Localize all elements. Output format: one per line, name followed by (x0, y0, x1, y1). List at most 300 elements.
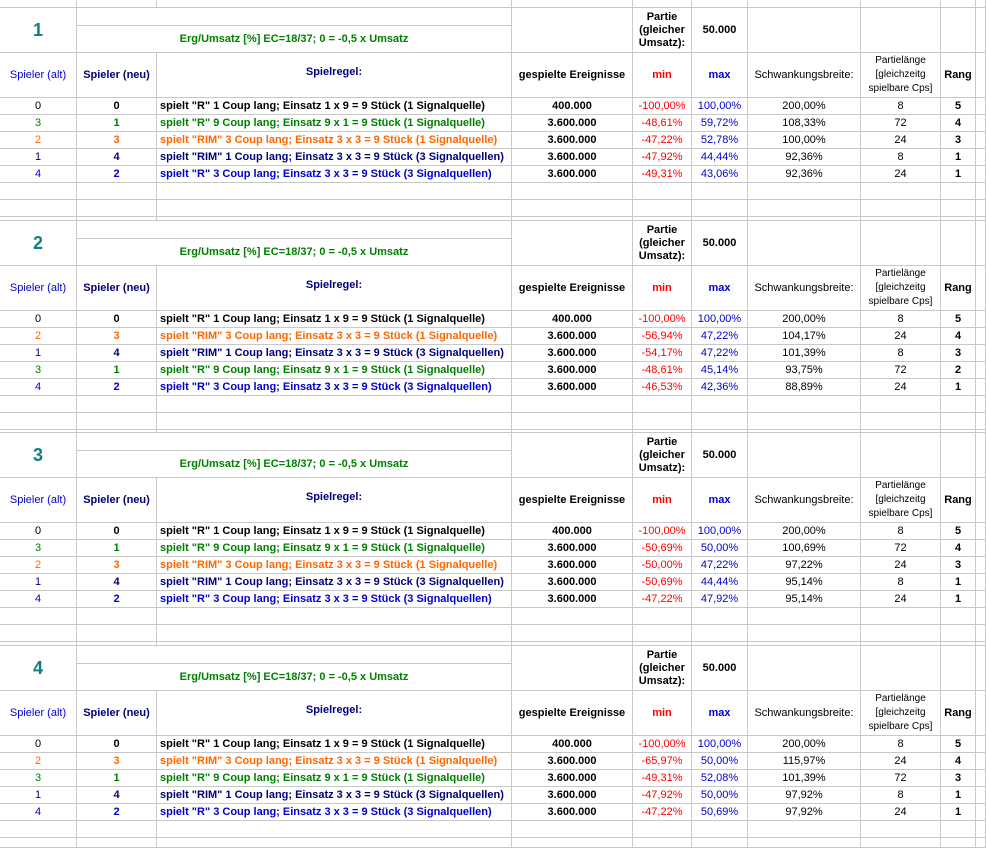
col-header-ereignisse[interactable]: gespielte Ereignisse (512, 478, 633, 523)
cell-min[interactable]: -47,22% (633, 132, 692, 149)
empty-cell[interactable] (861, 646, 941, 691)
cell-ereignisse[interactable]: 3.600.000 (512, 149, 633, 166)
empty-cell[interactable] (976, 362, 986, 379)
empty-cell[interactable] (976, 646, 986, 691)
empty-cell[interactable] (941, 221, 976, 266)
cell-schwankung[interactable]: 92,36% (748, 166, 861, 183)
cell-partielaenge[interactable]: 8 (861, 98, 941, 115)
empty-cell[interactable] (976, 166, 986, 183)
cell-ereignisse[interactable]: 3.600.000 (512, 379, 633, 396)
cell-max[interactable]: 59,72% (692, 115, 748, 132)
cell-spielregel[interactable]: spielt "R" 3 Coup lang; Einsatz 3 x 3 = 9 Stück (3 Signalquellen) (157, 804, 512, 821)
col-header-regel[interactable]: Spielregel: (157, 478, 512, 523)
cell-schwankung[interactable]: 97,92% (748, 804, 861, 821)
cell-max[interactable]: 50,69% (692, 804, 748, 821)
empty-cell[interactable] (861, 8, 941, 53)
partie-value[interactable]: 50.000 (692, 8, 748, 53)
cell-rang[interactable]: 3 (941, 345, 976, 362)
cell-schwankung[interactable]: 100,69% (748, 540, 861, 557)
empty-cell[interactable] (512, 221, 633, 266)
cell-spielregel[interactable]: spielt "R" 3 Coup lang; Einsatz 3 x 3 = 9 Stück (3 Signalquellen) (157, 166, 512, 183)
cell-spielregel[interactable]: spielt "RIM" 1 Coup lang; Einsatz 3 x 3 = 9 Stück (3 Signalquellen) (157, 149, 512, 166)
cell-ereignisse[interactable]: 3.600.000 (512, 753, 633, 770)
col-header-alt[interactable]: Spieler (alt) (0, 691, 77, 736)
cell-schwankung[interactable]: 200,00% (748, 523, 861, 540)
cell-min[interactable]: -50,69% (633, 574, 692, 591)
cell-spieler-neu[interactable]: 3 (77, 132, 157, 149)
empty-cell[interactable] (0, 821, 77, 838)
cell-rang[interactable]: 3 (941, 132, 976, 149)
cell-rang[interactable]: 5 (941, 98, 976, 115)
cell-spieler-alt[interactable]: 3 (0, 770, 77, 787)
cell-schwankung[interactable]: 200,00% (748, 736, 861, 753)
col-header-schwankung[interactable]: Schwankungsbreite: (748, 53, 861, 98)
cell-partielaenge[interactable]: 8 (861, 787, 941, 804)
col-header-max[interactable]: max (692, 266, 748, 311)
cell-max[interactable]: 47,22% (692, 557, 748, 574)
cell-spieler-alt[interactable]: 2 (0, 753, 77, 770)
cell-spieler-alt[interactable]: 2 (0, 328, 77, 345)
empty-cell[interactable] (77, 646, 512, 664)
cell-spieler-neu[interactable]: 3 (77, 557, 157, 574)
cell-min[interactable]: -100,00% (633, 523, 692, 540)
partie-value[interactable]: 50.000 (692, 433, 748, 478)
cell-spieler-alt[interactable]: 0 (0, 98, 77, 115)
empty-cell[interactable] (976, 736, 986, 753)
col-header-regel[interactable]: Spielregel: (157, 53, 512, 98)
empty-cell[interactable] (692, 0, 748, 8)
empty-cell[interactable] (748, 838, 861, 848)
cell-spieler-alt[interactable]: 3 (0, 362, 77, 379)
cell-min[interactable]: -47,22% (633, 591, 692, 608)
col-header-rang[interactable]: Rang (941, 691, 976, 736)
empty-cell[interactable] (976, 433, 986, 478)
empty-cell[interactable] (77, 821, 157, 838)
empty-cell[interactable] (976, 115, 986, 132)
cell-spieler-alt[interactable]: 3 (0, 540, 77, 557)
empty-cell[interactable] (941, 413, 976, 430)
cell-rang[interactable]: 4 (941, 328, 976, 345)
empty-cell[interactable] (692, 200, 748, 217)
cell-min[interactable]: -56,94% (633, 328, 692, 345)
col-header-min[interactable]: min (633, 53, 692, 98)
cell-partielaenge[interactable]: 8 (861, 311, 941, 328)
empty-cell[interactable] (512, 646, 633, 691)
empty-cell[interactable] (976, 266, 986, 311)
empty-cell[interactable] (692, 625, 748, 642)
cell-ereignisse[interactable]: 3.600.000 (512, 132, 633, 149)
cell-max[interactable]: 44,44% (692, 574, 748, 591)
cell-min[interactable]: -49,31% (633, 166, 692, 183)
partie-label[interactable]: Partie (gleicher Umsatz): (633, 433, 692, 478)
empty-cell[interactable] (976, 396, 986, 413)
empty-cell[interactable] (976, 523, 986, 540)
cell-spieler-neu[interactable]: 2 (77, 379, 157, 396)
cell-spieler-alt[interactable]: 1 (0, 149, 77, 166)
cell-spieler-alt[interactable]: 4 (0, 591, 77, 608)
empty-cell[interactable] (941, 200, 976, 217)
cell-schwankung[interactable]: 88,89% (748, 379, 861, 396)
cell-rang[interactable]: 5 (941, 736, 976, 753)
empty-cell[interactable] (512, 8, 633, 53)
erg-umsatz-label[interactable]: Erg/Umsatz [%] EC=18/37; 0 = -0,5 x Umsatz (77, 239, 512, 266)
cell-min[interactable]: -100,00% (633, 736, 692, 753)
empty-cell[interactable] (692, 821, 748, 838)
cell-schwankung[interactable]: 200,00% (748, 98, 861, 115)
empty-cell[interactable] (512, 821, 633, 838)
cell-min[interactable]: -100,00% (633, 311, 692, 328)
cell-min[interactable]: -54,17% (633, 345, 692, 362)
empty-cell[interactable] (157, 183, 512, 200)
empty-cell[interactable] (692, 183, 748, 200)
cell-rang[interactable]: 1 (941, 787, 976, 804)
cell-ereignisse[interactable]: 3.600.000 (512, 770, 633, 787)
col-header-rang[interactable]: Rang (941, 53, 976, 98)
cell-spieler-alt[interactable]: 3 (0, 115, 77, 132)
empty-cell[interactable] (976, 379, 986, 396)
empty-cell[interactable] (976, 787, 986, 804)
empty-cell[interactable] (976, 149, 986, 166)
cell-spielregel[interactable]: spielt "RIM" 3 Coup lang; Einsatz 3 x 3 = 9 Stück (1 Signalquelle) (157, 753, 512, 770)
empty-cell[interactable] (0, 396, 77, 413)
cell-schwankung[interactable]: 97,22% (748, 557, 861, 574)
cell-spielregel[interactable]: spielt "R" 1 Coup lang; Einsatz 1 x 9 = 9 Stück (1 Signalquelle) (157, 98, 512, 115)
cell-partielaenge[interactable]: 8 (861, 149, 941, 166)
cell-partielaenge[interactable]: 24 (861, 804, 941, 821)
cell-max[interactable]: 50,00% (692, 787, 748, 804)
cell-rang[interactable]: 4 (941, 115, 976, 132)
cell-min[interactable]: -49,31% (633, 770, 692, 787)
cell-spieler-neu[interactable]: 2 (77, 166, 157, 183)
empty-cell[interactable] (0, 200, 77, 217)
cell-max[interactable]: 43,06% (692, 166, 748, 183)
empty-cell[interactable] (861, 396, 941, 413)
empty-cell[interactable] (692, 608, 748, 625)
cell-ereignisse[interactable]: 3.600.000 (512, 787, 633, 804)
cell-rang[interactable]: 5 (941, 523, 976, 540)
empty-cell[interactable] (976, 591, 986, 608)
cell-max[interactable]: 47,92% (692, 591, 748, 608)
col-header-alt[interactable]: Spieler (alt) (0, 266, 77, 311)
cell-spieler-neu[interactable]: 3 (77, 328, 157, 345)
empty-cell[interactable] (77, 838, 157, 848)
cell-min[interactable]: -65,97% (633, 753, 692, 770)
empty-cell[interactable] (976, 478, 986, 523)
empty-cell[interactable] (692, 838, 748, 848)
empty-cell[interactable] (941, 433, 976, 478)
empty-cell[interactable] (77, 8, 512, 26)
col-header-neu[interactable]: Spieler (neu) (77, 691, 157, 736)
cell-spieler-alt[interactable]: 4 (0, 166, 77, 183)
erg-umsatz-label[interactable]: Erg/Umsatz [%] EC=18/37; 0 = -0,5 x Umsatz (77, 26, 512, 53)
cell-partielaenge[interactable]: 24 (861, 591, 941, 608)
empty-cell[interactable] (633, 838, 692, 848)
empty-cell[interactable] (941, 646, 976, 691)
cell-max[interactable]: 50,00% (692, 540, 748, 557)
cell-max[interactable]: 100,00% (692, 98, 748, 115)
empty-cell[interactable] (976, 328, 986, 345)
col-header-schwankung[interactable]: Schwankungsbreite: (748, 266, 861, 311)
empty-cell[interactable] (748, 396, 861, 413)
empty-cell[interactable] (77, 608, 157, 625)
cell-spieler-alt[interactable]: 0 (0, 523, 77, 540)
cell-min[interactable]: -47,92% (633, 149, 692, 166)
cell-rang[interactable]: 1 (941, 149, 976, 166)
empty-cell[interactable] (861, 413, 941, 430)
cell-spieler-alt[interactable]: 1 (0, 345, 77, 362)
empty-cell[interactable] (941, 608, 976, 625)
empty-cell[interactable] (77, 413, 157, 430)
cell-schwankung[interactable]: 93,75% (748, 362, 861, 379)
cell-spieler-alt[interactable]: 1 (0, 574, 77, 591)
cell-partielaenge[interactable]: 8 (861, 574, 941, 591)
col-header-max[interactable]: max (692, 53, 748, 98)
cell-partielaenge[interactable]: 24 (861, 328, 941, 345)
cell-min[interactable]: -47,22% (633, 804, 692, 821)
col-header-partielaenge[interactable]: Partielänge [gleichzeitg spielbare Cps] (861, 691, 941, 736)
cell-schwankung[interactable]: 200,00% (748, 311, 861, 328)
empty-cell[interactable] (976, 821, 986, 838)
empty-cell[interactable] (512, 433, 633, 478)
empty-cell[interactable] (861, 0, 941, 8)
cell-min[interactable]: -47,92% (633, 787, 692, 804)
cell-min[interactable]: -50,00% (633, 557, 692, 574)
cell-spielregel[interactable]: spielt "R" 1 Coup lang; Einsatz 1 x 9 = 9 Stück (1 Signalquelle) (157, 311, 512, 328)
empty-cell[interactable] (861, 221, 941, 266)
cell-spielregel[interactable]: spielt "R" 9 Coup lang; Einsatz 9 x 1 = 9 Stück (1 Signalquelle) (157, 770, 512, 787)
empty-cell[interactable] (976, 691, 986, 736)
empty-cell[interactable] (692, 413, 748, 430)
empty-cell[interactable] (633, 625, 692, 642)
empty-cell[interactable] (976, 608, 986, 625)
cell-schwankung[interactable]: 92,36% (748, 149, 861, 166)
col-header-rang[interactable]: Rang (941, 266, 976, 311)
cell-partielaenge[interactable]: 24 (861, 166, 941, 183)
cell-ereignisse[interactable]: 3.600.000 (512, 115, 633, 132)
empty-cell[interactable] (861, 625, 941, 642)
empty-cell[interactable] (633, 821, 692, 838)
cell-spieler-neu[interactable]: 2 (77, 591, 157, 608)
col-header-max[interactable]: max (692, 478, 748, 523)
empty-cell[interactable] (941, 838, 976, 848)
empty-cell[interactable] (77, 625, 157, 642)
col-header-regel[interactable]: Spielregel: (157, 266, 512, 311)
cell-rang[interactable]: 2 (941, 362, 976, 379)
cell-spieler-alt[interactable]: 2 (0, 132, 77, 149)
empty-cell[interactable] (941, 183, 976, 200)
cell-ereignisse[interactable]: 3.600.000 (512, 804, 633, 821)
cell-schwankung[interactable]: 101,39% (748, 770, 861, 787)
cell-spielregel[interactable]: spielt "RIM" 1 Coup lang; Einsatz 3 x 3 = 9 Stück (3 Signalquellen) (157, 345, 512, 362)
cell-min[interactable]: -48,61% (633, 362, 692, 379)
empty-cell[interactable] (512, 608, 633, 625)
cell-partielaenge[interactable]: 24 (861, 132, 941, 149)
empty-cell[interactable] (157, 608, 512, 625)
cell-spielregel[interactable]: spielt "RIM" 1 Coup lang; Einsatz 3 x 3 = 9 Stück (3 Signalquellen) (157, 787, 512, 804)
empty-cell[interactable] (0, 413, 77, 430)
cell-rang[interactable]: 1 (941, 591, 976, 608)
empty-cell[interactable] (157, 625, 512, 642)
cell-spieler-alt[interactable]: 4 (0, 379, 77, 396)
cell-spieler-neu[interactable]: 1 (77, 540, 157, 557)
empty-cell[interactable] (77, 200, 157, 217)
empty-cell[interactable] (941, 0, 976, 8)
cell-rang[interactable]: 4 (941, 540, 976, 557)
empty-cell[interactable] (633, 413, 692, 430)
cell-spielregel[interactable]: spielt "R" 3 Coup lang; Einsatz 3 x 3 = 9 Stück (3 Signalquellen) (157, 591, 512, 608)
cell-schwankung[interactable]: 95,14% (748, 574, 861, 591)
cell-spielregel[interactable]: spielt "RIM" 1 Coup lang; Einsatz 3 x 3 = 9 Stück (3 Signalquellen) (157, 574, 512, 591)
cell-schwankung[interactable]: 104,17% (748, 328, 861, 345)
col-header-ereignisse[interactable]: gespielte Ereignisse (512, 266, 633, 311)
empty-cell[interactable] (748, 625, 861, 642)
col-header-partielaenge[interactable]: Partielänge [gleichzeitg spielbare Cps] (861, 53, 941, 98)
cell-spieler-alt[interactable]: 4 (0, 804, 77, 821)
partie-label[interactable]: Partie (gleicher Umsatz): (633, 221, 692, 266)
empty-cell[interactable] (157, 396, 512, 413)
col-header-min[interactable]: min (633, 478, 692, 523)
cell-partielaenge[interactable]: 24 (861, 557, 941, 574)
empty-cell[interactable] (976, 625, 986, 642)
empty-cell[interactable] (0, 0, 77, 8)
col-header-neu[interactable]: Spieler (neu) (77, 266, 157, 311)
cell-spieler-neu[interactable]: 1 (77, 770, 157, 787)
cell-ereignisse[interactable]: 3.600.000 (512, 166, 633, 183)
empty-cell[interactable] (861, 183, 941, 200)
cell-rang[interactable]: 1 (941, 574, 976, 591)
empty-cell[interactable] (748, 646, 861, 691)
empty-cell[interactable] (748, 821, 861, 838)
empty-cell[interactable] (748, 608, 861, 625)
cell-partielaenge[interactable]: 72 (861, 362, 941, 379)
empty-cell[interactable] (976, 8, 986, 53)
cell-max[interactable]: 44,44% (692, 149, 748, 166)
cell-ereignisse[interactable]: 400.000 (512, 736, 633, 753)
cell-spieler-alt[interactable]: 2 (0, 557, 77, 574)
cell-spieler-neu[interactable]: 4 (77, 787, 157, 804)
cell-max[interactable]: 47,22% (692, 345, 748, 362)
cell-max[interactable]: 100,00% (692, 523, 748, 540)
empty-cell[interactable] (748, 0, 861, 8)
cell-ereignisse[interactable]: 3.600.000 (512, 540, 633, 557)
empty-cell[interactable] (748, 413, 861, 430)
col-header-alt[interactable]: Spieler (alt) (0, 478, 77, 523)
cell-ereignisse[interactable]: 3.600.000 (512, 557, 633, 574)
empty-cell[interactable] (77, 433, 512, 451)
empty-cell[interactable] (633, 396, 692, 413)
partie-value[interactable]: 50.000 (692, 221, 748, 266)
cell-min[interactable]: -100,00% (633, 98, 692, 115)
empty-cell[interactable] (633, 608, 692, 625)
cell-spielregel[interactable]: spielt "R" 3 Coup lang; Einsatz 3 x 3 = 9 Stück (3 Signalquellen) (157, 379, 512, 396)
empty-cell[interactable] (941, 396, 976, 413)
cell-spieler-neu[interactable]: 0 (77, 98, 157, 115)
cell-ereignisse[interactable]: 3.600.000 (512, 362, 633, 379)
cell-partielaenge[interactable]: 8 (861, 523, 941, 540)
cell-max[interactable]: 52,78% (692, 132, 748, 149)
col-header-ereignisse[interactable]: gespielte Ereignisse (512, 691, 633, 736)
cell-rang[interactable]: 1 (941, 804, 976, 821)
cell-spielregel[interactable]: spielt "R" 9 Coup lang; Einsatz 9 x 1 = 9 Stück (1 Signalquelle) (157, 115, 512, 132)
cell-schwankung[interactable]: 95,14% (748, 591, 861, 608)
cell-max[interactable]: 100,00% (692, 311, 748, 328)
block-number[interactable]: 2 (0, 221, 77, 266)
cell-spieler-alt[interactable]: 0 (0, 311, 77, 328)
empty-cell[interactable] (633, 0, 692, 8)
col-header-neu[interactable]: Spieler (neu) (77, 53, 157, 98)
empty-cell[interactable] (512, 838, 633, 848)
empty-cell[interactable] (512, 396, 633, 413)
cell-max[interactable]: 47,22% (692, 328, 748, 345)
cell-ereignisse[interactable]: 3.600.000 (512, 345, 633, 362)
cell-spielregel[interactable]: spielt "R" 1 Coup lang; Einsatz 1 x 9 = 9 Stück (1 Signalquelle) (157, 523, 512, 540)
empty-cell[interactable] (976, 132, 986, 149)
cell-spielregel[interactable]: spielt "RIM" 3 Coup lang; Einsatz 3 x 3 = 9 Stück (1 Signalquelle) (157, 557, 512, 574)
col-header-ereignisse[interactable]: gespielte Ereignisse (512, 53, 633, 98)
cell-ereignisse[interactable]: 3.600.000 (512, 591, 633, 608)
col-header-partielaenge[interactable]: Partielänge [gleichzeitg spielbare Cps] (861, 478, 941, 523)
col-header-min[interactable]: min (633, 691, 692, 736)
empty-cell[interactable] (748, 183, 861, 200)
cell-spieler-neu[interactable]: 4 (77, 345, 157, 362)
cell-spieler-neu[interactable]: 0 (77, 311, 157, 328)
col-header-alt[interactable]: Spieler (alt) (0, 53, 77, 98)
cell-schwankung[interactable]: 97,92% (748, 787, 861, 804)
cell-spieler-neu[interactable]: 4 (77, 574, 157, 591)
empty-cell[interactable] (77, 0, 157, 8)
empty-cell[interactable] (157, 200, 512, 217)
cell-spieler-neu[interactable]: 2 (77, 804, 157, 821)
empty-cell[interactable] (157, 838, 512, 848)
cell-min[interactable]: -50,69% (633, 540, 692, 557)
empty-cell[interactable] (157, 821, 512, 838)
cell-spieler-alt[interactable]: 1 (0, 787, 77, 804)
col-header-neu[interactable]: Spieler (neu) (77, 478, 157, 523)
block-number[interactable]: 4 (0, 646, 77, 691)
empty-cell[interactable] (976, 98, 986, 115)
empty-cell[interactable] (976, 53, 986, 98)
empty-cell[interactable] (512, 413, 633, 430)
cell-schwankung[interactable]: 108,33% (748, 115, 861, 132)
cell-spieler-neu[interactable]: 1 (77, 362, 157, 379)
cell-ereignisse[interactable]: 3.600.000 (512, 574, 633, 591)
empty-cell[interactable] (512, 200, 633, 217)
cell-max[interactable]: 100,00% (692, 736, 748, 753)
empty-cell[interactable] (748, 433, 861, 478)
cell-schwankung[interactable]: 115,97% (748, 753, 861, 770)
empty-cell[interactable] (976, 0, 986, 8)
cell-rang[interactable]: 4 (941, 753, 976, 770)
empty-cell[interactable] (157, 0, 512, 8)
empty-cell[interactable] (0, 183, 77, 200)
col-header-rang[interactable]: Rang (941, 478, 976, 523)
cell-partielaenge[interactable]: 8 (861, 345, 941, 362)
empty-cell[interactable] (976, 804, 986, 821)
col-header-regel[interactable]: Spielregel: (157, 691, 512, 736)
empty-cell[interactable] (0, 838, 77, 848)
cell-max[interactable]: 52,08% (692, 770, 748, 787)
cell-max[interactable]: 42,36% (692, 379, 748, 396)
empty-cell[interactable] (512, 0, 633, 8)
cell-spieler-neu[interactable]: 0 (77, 523, 157, 540)
erg-umsatz-label[interactable]: Erg/Umsatz [%] EC=18/37; 0 = -0,5 x Umsatz (77, 664, 512, 691)
empty-cell[interactable] (633, 200, 692, 217)
cell-spieler-neu[interactable]: 4 (77, 149, 157, 166)
empty-cell[interactable] (0, 625, 77, 642)
empty-cell[interactable] (748, 200, 861, 217)
col-header-schwankung[interactable]: Schwankungsbreite: (748, 478, 861, 523)
empty-cell[interactable] (861, 838, 941, 848)
